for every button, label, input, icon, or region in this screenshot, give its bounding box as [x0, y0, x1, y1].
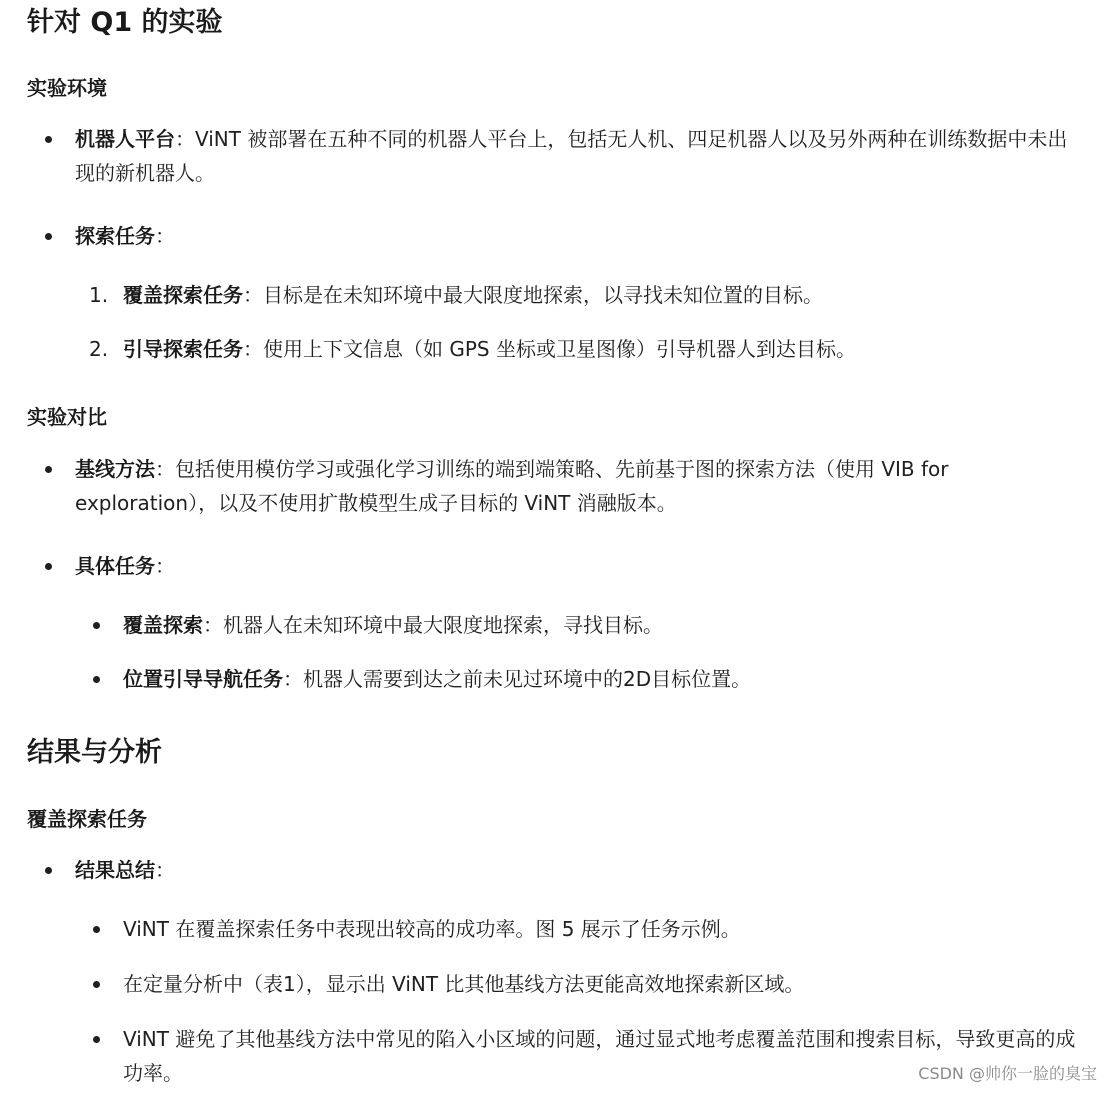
- section-title-q1: 针对 Q1 的实验: [27, 7, 223, 38]
- colon-text: ：: [155, 858, 175, 882]
- list-item-baseline: [75, 452, 1085, 520]
- text-position-guided: ：机器人需要到达之前未见过环境中的2D目标位置。: [283, 667, 752, 691]
- list-item-concrete-task: [75, 549, 1085, 583]
- colon-text: ：: [155, 224, 175, 248]
- ordered-item-guided-task: [123, 332, 1085, 366]
- text-coverage-task: ：目标是在未知环境中最大限度地探索，以寻找未知位置的目标。: [243, 283, 823, 307]
- bullet-icon: [45, 466, 52, 473]
- bullet-icon: [93, 981, 100, 988]
- text-guided-task: ：使用上下文信息（如 GPS 坐标或卫星图像）引导机器人到达目标。: [243, 337, 856, 361]
- ordered-number: 1.: [89, 283, 109, 307]
- list-item-position-guided: [123, 662, 1085, 696]
- label-concrete-task: 具体任务: [75, 554, 155, 578]
- bullet-icon: [45, 233, 52, 240]
- list-item-robot-platform: [75, 122, 1085, 190]
- colon-text: ：: [155, 554, 175, 578]
- bullet-icon: [93, 622, 100, 629]
- ordered-number: 2.: [89, 337, 109, 361]
- bullet-icon: [93, 676, 100, 683]
- bullet-icon: [45, 867, 52, 874]
- label-position-guided: 位置引导导航任务: [123, 667, 283, 691]
- label-coverage-task: 覆盖探索任务: [123, 283, 243, 307]
- label-summary: 结果总结: [75, 858, 155, 882]
- text-baseline: ：包括使用模仿学习或强化学习训练的端到端策略、先前基于图的探索方法（使用 VIB for exploration），以及不使用扩散模型生成子目标的 ViNT 消融版本。: [75, 457, 949, 515]
- heading-experiment-env: 实验环境: [27, 76, 107, 100]
- heading-coverage-results: 覆盖探索任务: [27, 807, 147, 831]
- bullet-icon: [45, 563, 52, 570]
- bullet-icon: [93, 1036, 100, 1043]
- list-item-coverage-explore: [123, 608, 1085, 642]
- bullet-icon: [45, 136, 52, 143]
- watermark: CSDN @帅你一脸的臭宝: [918, 1064, 1097, 1083]
- label-baseline: 基线方法: [75, 457, 155, 481]
- list-item-summary-2: 在定量分析中（表1），显示出 ViNT 比其他基线方法更能高效地探索新区域。: [123, 972, 805, 996]
- text-robot-platform: ：ViNT 被部署在五种不同的机器人平台上，包括无人机、四足机器人以及另外两种在训练数据中未出现的新机器人。: [75, 127, 1068, 185]
- bullet-icon: [93, 926, 100, 933]
- list-item-explore-task: [75, 219, 1085, 253]
- label-coverage-explore: 覆盖探索: [123, 613, 203, 637]
- heading-experiment-compare: 实验对比: [27, 405, 107, 429]
- list-item-summary: [75, 853, 1085, 887]
- ordered-item-coverage-task: [123, 278, 1085, 312]
- section-title-results: 结果与分析: [27, 737, 162, 768]
- label-robot-platform: 机器人平台: [75, 127, 175, 151]
- text-coverage-explore: ：机器人在未知环境中最大限度地探索，寻找目标。: [203, 613, 663, 637]
- label-explore-task: 探索任务: [75, 224, 155, 248]
- list-item-summary-1: ViNT 在覆盖探索任务中表现出较高的成功率。图 5 展示了任务示例。: [123, 917, 741, 941]
- list-item-summary-3: ViNT 避免了其他基线方法中常见的陷入小区域的问题，通过显式地考虑覆盖范围和搜索目标，导致更高的成功率。: [123, 1027, 1076, 1085]
- label-guided-task: 引导探索任务: [123, 337, 243, 361]
